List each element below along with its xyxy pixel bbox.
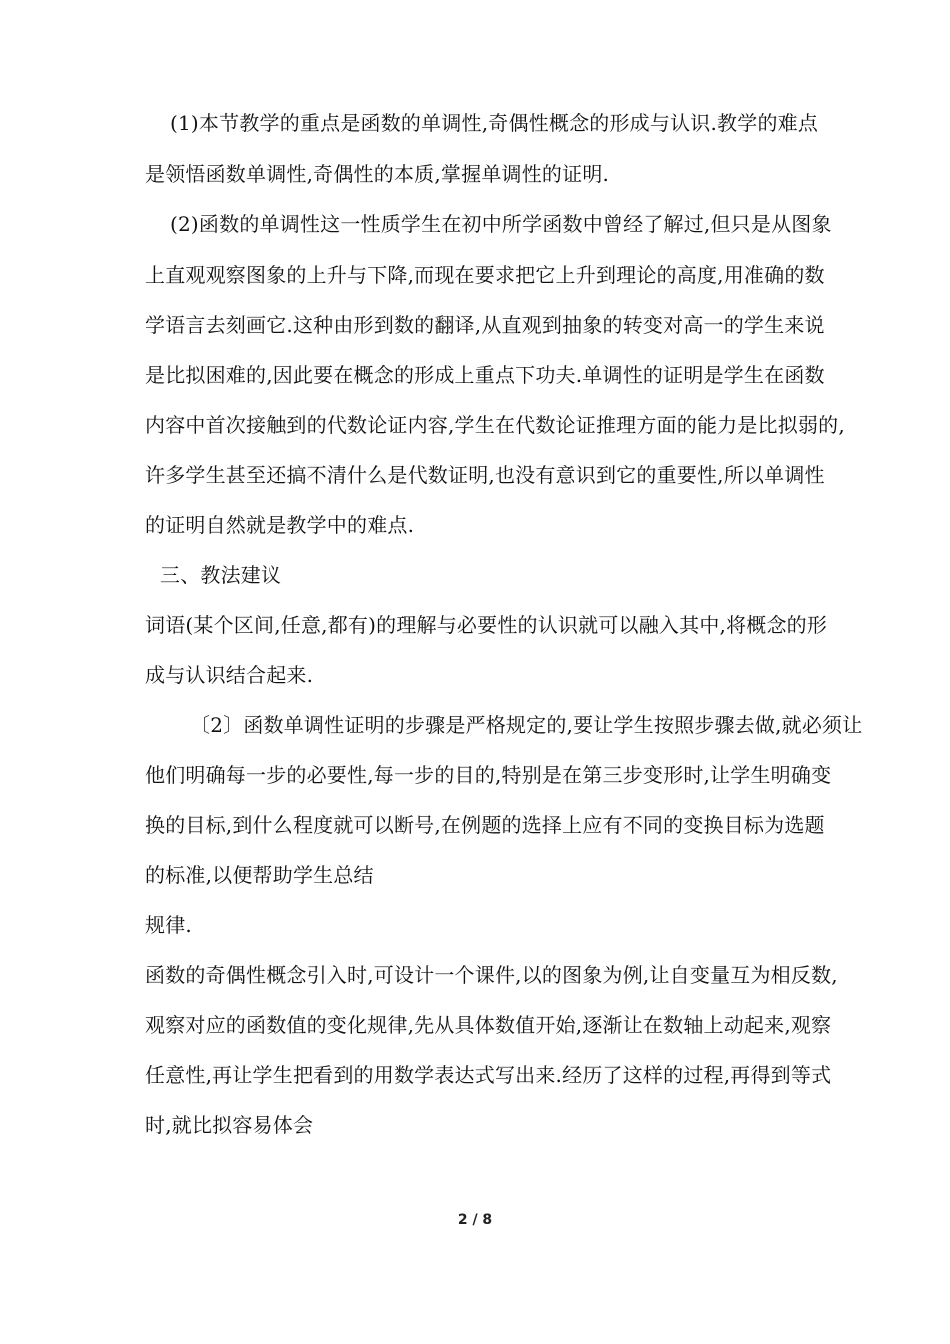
paragraph-line: 是领悟函数单调性,奇偶性的本质,掌握单调性的证明.: [145, 162, 610, 186]
paragraph-line: 的标准,以便帮助学生总结: [145, 863, 374, 887]
paragraph-line: 成与认识结合起来.: [145, 663, 314, 687]
paragraph-line: 许多学生甚至还搞不清什么是代数证明,也没有意识到它的重要性,所以单调性: [145, 463, 825, 487]
paragraph-line: 任意性,再让学生把看到的用数学表达式写出来.经历了这样的过程,再得到等式: [145, 1063, 832, 1087]
paragraph-line: 学语言去刻画它.这种由形到数的翻译,从直观到抽象的转变对高一的学生来说: [145, 313, 825, 337]
paragraph-line: (1)本节教学的重点是函数的单调性,奇偶性概念的形成与认识.教学的难点: [170, 111, 819, 135]
paragraph-line: 〔2〕函数单调性证明的步骤是严格规定的,要让学生按照步骤去做,就必须让: [190, 713, 863, 737]
paragraph-line: (2)函数的单调性这一性质学生在初中所学函数中曾经了解过,但只是从图象: [170, 212, 832, 236]
paragraph-line: 规律.: [145, 913, 192, 937]
paragraph-line: 函数的奇偶性概念引入时,可设计一个课件,以的图象为例,让自变量互为相反数,: [145, 963, 838, 987]
paragraph-line: 词语(某个区间,任意,都有)的理解与必要性的认识就可以融入其中,将概念的形: [145, 613, 828, 637]
page-number: 2 / 8: [457, 1212, 493, 1228]
section-heading: 三、教法建议: [160, 563, 282, 587]
paragraph-line: 他们明确每一步的必要性,每一步的目的,特别是在第三步变形时,让学生明确变: [145, 763, 832, 787]
paragraph-line: 的证明自然就是教学中的难点.: [145, 513, 415, 537]
paragraph-line: 观察对应的函数值的变化规律,先从具体数值开始,逐渐让在数轴上动起来,观察: [145, 1013, 832, 1037]
paragraph-line: 时,就比拟容易体会: [145, 1113, 314, 1137]
paragraph-line: 是比拟困难的,因此要在概念的形成上重点下功夫.单调性的证明是学生在函数: [145, 363, 825, 387]
paragraph-line: 内容中首次接触到的代数论证内容,学生在代数论证推理方面的能力是比拟弱的,: [145, 413, 845, 437]
paragraph-line: 上直观观察图象的上升与下降,而现在要求把它上升到理论的高度,用准确的数: [145, 263, 825, 287]
paragraph-line: 换的目标,到什么程度就可以断号,在例题的选择上应有不同的变换目标为选题: [145, 813, 825, 837]
